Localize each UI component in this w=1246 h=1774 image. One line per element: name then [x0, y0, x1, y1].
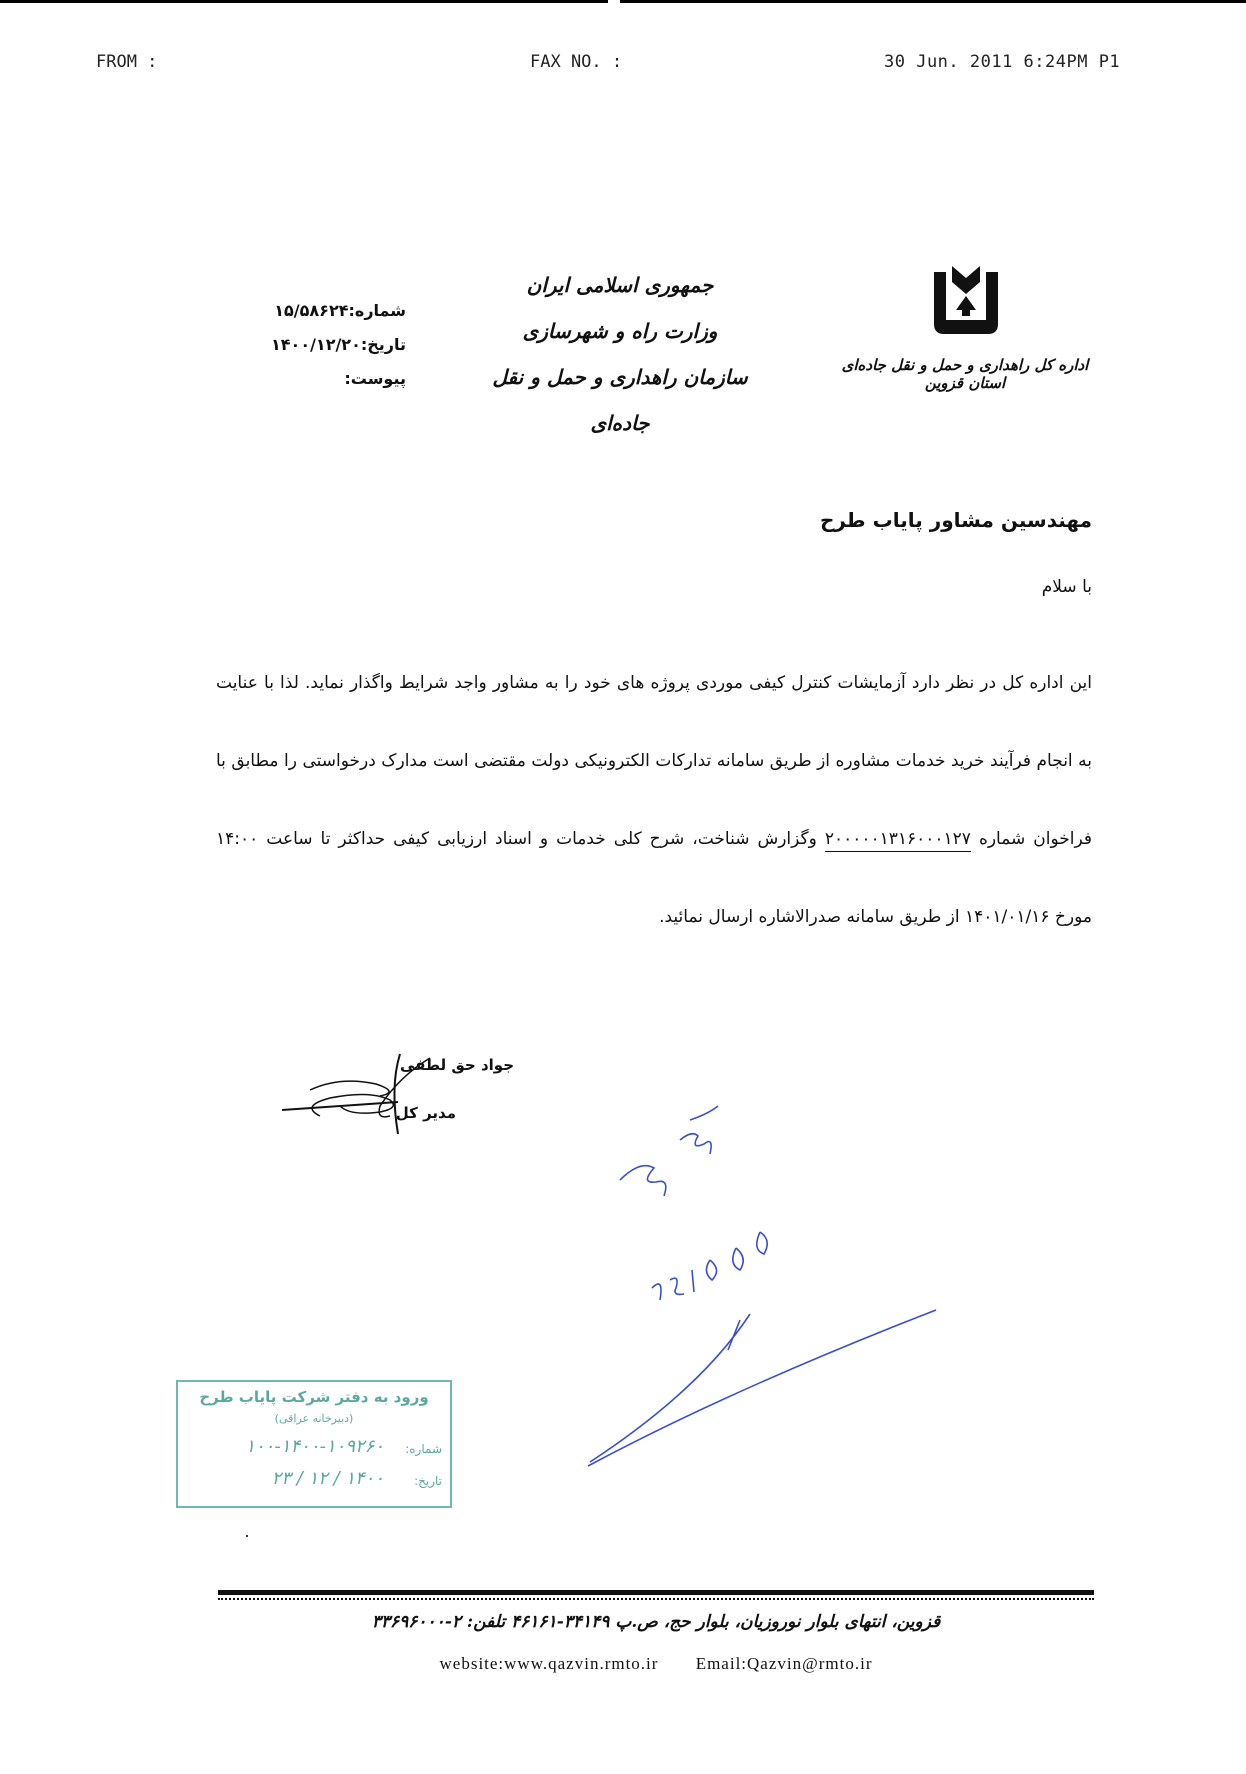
letter-body: [216, 644, 1092, 956]
fax-number: FAX NO. :: [530, 52, 623, 72]
top-border-right: [620, 0, 1246, 3]
top-border-left: [0, 0, 608, 3]
handwritten-annotation-icon: [580, 1100, 940, 1490]
tender-call-number: ۲۰۰۰۰۰۱۳۱۶۰۰۰۱۲۷: [825, 829, 971, 852]
letter-number: شماره:۱۵/۵۸۶۲۴: [274, 301, 406, 320]
letter-date: تاریخ:۱۴۰۰/۱۲/۲۰: [271, 335, 406, 354]
stamp-subtitle: (دبیرخانه عراقی): [274, 1412, 354, 1425]
receipt-stamp: [176, 1380, 452, 1508]
stamp-title: ورود به دفتر شرکت پایاب طرح: [199, 1388, 429, 1406]
letter-meta: [256, 294, 406, 396]
footer-website: website:www.qazvin.rmto.ir: [439, 1654, 659, 1673]
signatory-role: مدیر کل: [395, 1104, 456, 1122]
fax-datetime: 30 Jun. 2011 6:24PM P1: [884, 52, 1121, 72]
scan-speck: [246, 1535, 248, 1537]
body-part-1: این اداره کل در نظر دارد آزمایشات کنترل کیفی موردی پروژه های خود را به مشاور واجد شرایط واگذار نماید. لذا با عنایت به انجام فرآیند خرید خدمات مشاوره از طریق سامانه تدارکات الکترونیکی دولت مقتضی است مدارک درخواستی را مطابق با فراخوان شماره: [216, 673, 1093, 849]
fax-from: FROM :: [96, 52, 158, 72]
letterhead-center: [470, 262, 770, 446]
stamp-date-label: تاریخ:: [414, 1474, 442, 1488]
footer-address: قزوین، انتهای بلوار نوروزیان، بلوار حج، ص.پ ۳۴۱۴۹-۴۶۱۶۱ تلفن: ۲-۳۳۶۹۶۰۰۰: [371, 1612, 941, 1632]
rmto-logo-icon: [930, 262, 1002, 338]
office-name: اداره کل راهداری و حمل و نقل جاده‌ای استان قزوین: [841, 356, 1089, 392]
letter-attachment: پیوست:: [344, 369, 406, 388]
recipient: مهندسین مشاور پایاب طرح: [819, 508, 1092, 532]
footer-rule: [218, 1590, 1094, 1595]
letterhead-line-ministry: وزارت راه و شهرسازی: [522, 319, 718, 343]
signatory-name: جواد حق لطفی: [399, 1056, 514, 1074]
greeting: با سلام: [1041, 577, 1092, 597]
footer-contacts: [218, 1654, 1094, 1674]
footer-dotted-rule: [218, 1598, 1094, 1602]
signature-scribble-icon: [280, 1046, 440, 1136]
letterhead-line-republic: جمهوری اسلامی ایران: [526, 273, 714, 297]
stamp-number-label: شماره:: [405, 1442, 442, 1456]
fax-header: [0, 52, 1246, 74]
stamp-number-value: ۱۰۰-۱۴۰۰-۱۰۹۲۶۰: [245, 1436, 384, 1457]
body-part-2: وگزارش شناخت، شرح کلی خدمات و اسناد ارزیابی کیفی حداکثر تا ساعت ۱۴:۰۰ مورخ ۱۴۰۱/۰۱/۱۶ از طریق سامانه صدرالاشاره ارسال نمائید.: [216, 829, 1092, 927]
letterhead-line-organization: سازمان راهداری و حمل و نقل جاده‌ای: [492, 365, 748, 435]
stamp-date-value: ۱۴۰۰ / ۱۲ / ۲۳: [271, 1468, 384, 1489]
footer-email: Email:Qazvin@rmto.ir: [695, 1654, 873, 1673]
